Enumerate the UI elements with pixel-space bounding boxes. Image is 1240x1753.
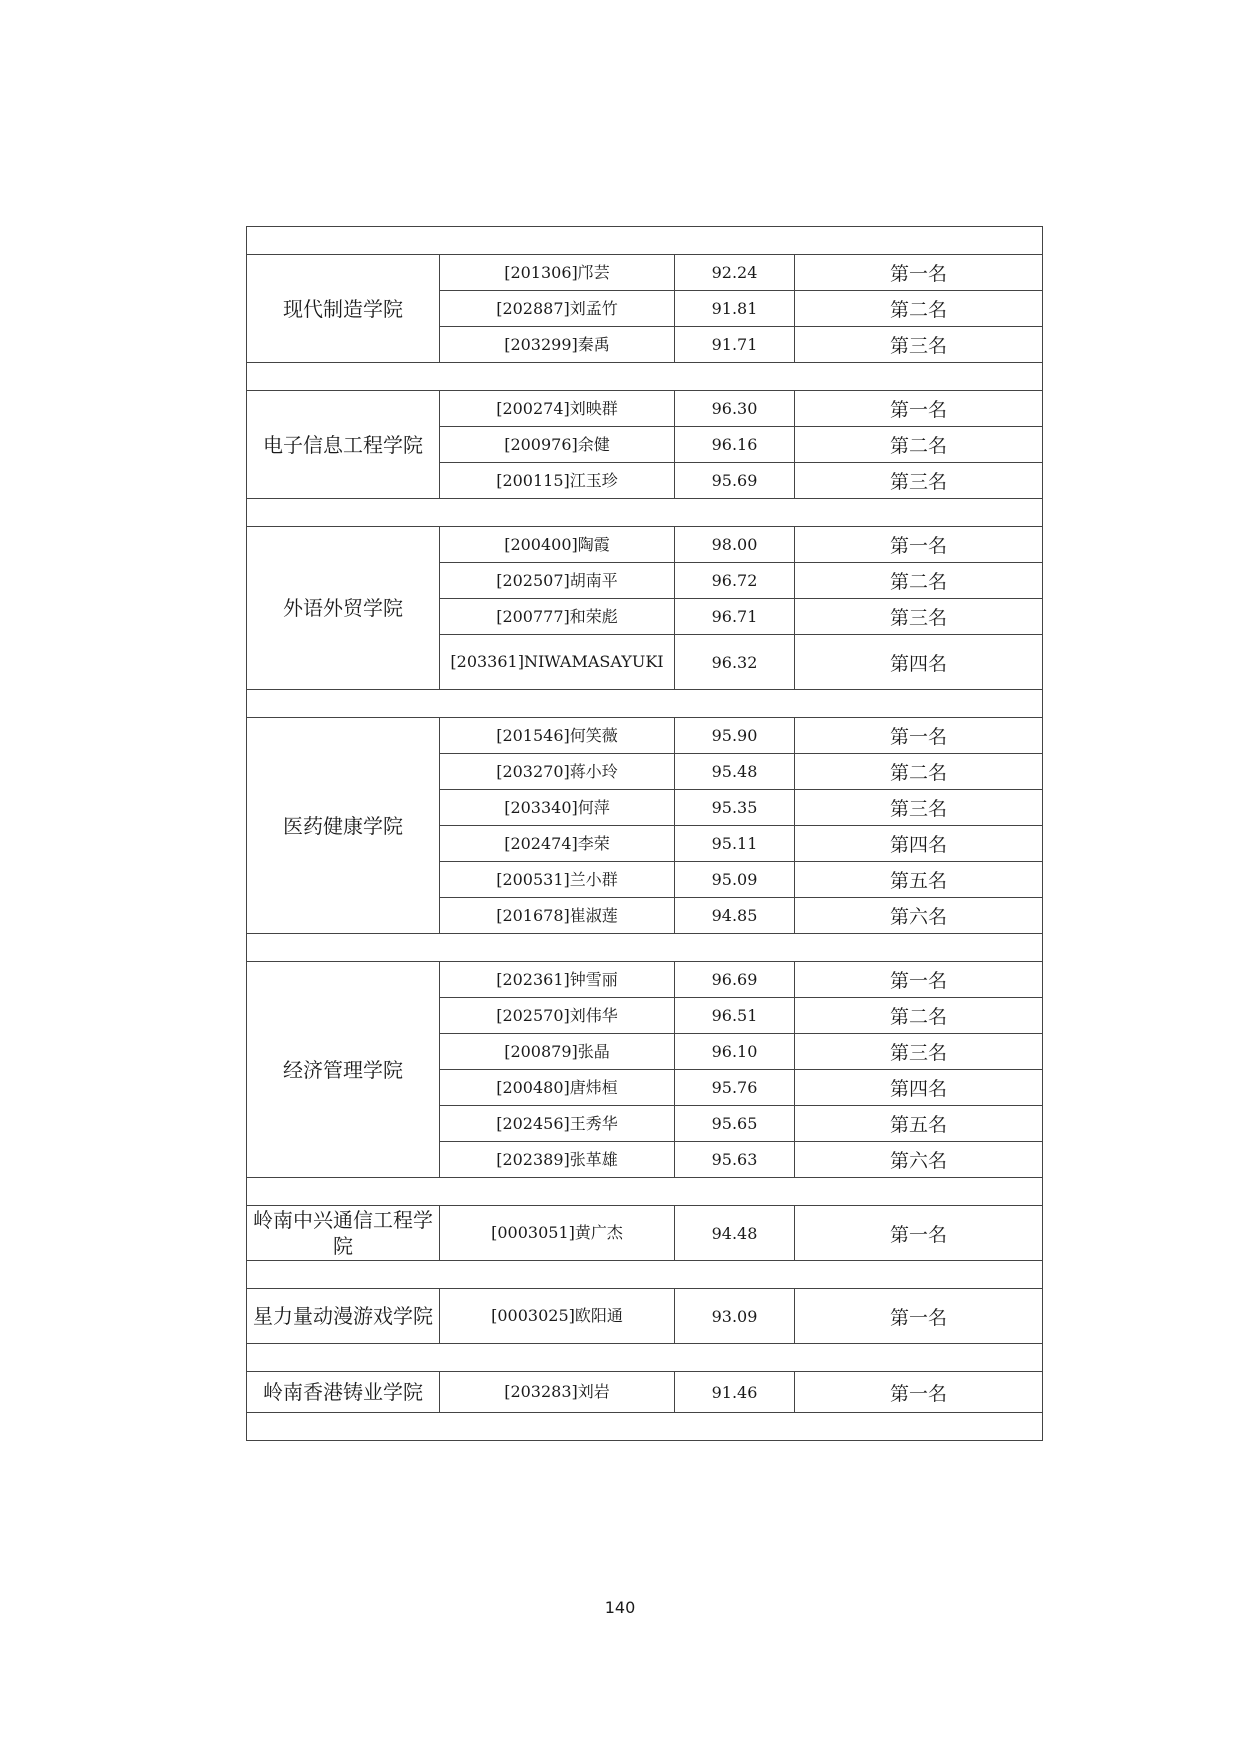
spacer-row	[247, 690, 1043, 718]
score-cell: 96.69	[675, 962, 795, 998]
score-cell: 94.85	[675, 898, 795, 934]
score-cell: 91.81	[675, 291, 795, 327]
rank-cell: 第二名	[795, 427, 1043, 463]
score-cell: 96.32	[675, 635, 795, 690]
student-cell: [202507]胡南平	[440, 563, 675, 599]
rank-cell: 第三名	[795, 463, 1043, 499]
score-cell: 95.65	[675, 1106, 795, 1142]
rank-cell: 第一名	[795, 527, 1043, 563]
score-cell: 95.76	[675, 1070, 795, 1106]
student-cell: [202570]刘伟华	[440, 998, 675, 1034]
spacer-row	[247, 363, 1043, 391]
table-row	[247, 962, 1043, 998]
score-cell: 96.10	[675, 1034, 795, 1070]
score-cell: 95.69	[675, 463, 795, 499]
college-cell: 经济管理学院	[247, 962, 440, 1178]
college-cell: 外语外贸学院	[247, 527, 440, 690]
student-cell: [203283]刘岩	[440, 1372, 675, 1413]
score-cell: 96.51	[675, 998, 795, 1034]
rank-cell: 第三名	[795, 327, 1043, 363]
score-cell: 95.90	[675, 718, 795, 754]
rank-cell: 第四名	[795, 1070, 1043, 1106]
student-cell: [203361]NIWAMASAYUKI	[440, 635, 675, 690]
score-cell: 96.30	[675, 391, 795, 427]
college-cell: 星力量动漫游戏学院	[247, 1289, 440, 1344]
rank-cell: 第三名	[795, 790, 1043, 826]
rank-cell: 第一名	[795, 391, 1043, 427]
spacer-row	[247, 934, 1043, 962]
student-cell: [200274]刘映群	[440, 391, 675, 427]
score-cell: 95.35	[675, 790, 795, 826]
rank-cell: 第一名	[795, 1372, 1043, 1413]
spacer-row	[247, 1413, 1043, 1441]
spacer-row	[247, 1344, 1043, 1372]
rank-cell: 第一名	[795, 1206, 1043, 1261]
college-cell: 医药健康学院	[247, 718, 440, 934]
college-cell: 现代制造学院	[247, 255, 440, 363]
table-row	[247, 391, 1043, 427]
student-cell: [200976]余健	[440, 427, 675, 463]
score-cell: 96.71	[675, 599, 795, 635]
score-cell: 93.09	[675, 1289, 795, 1344]
page-number: 140	[604, 1598, 636, 1617]
spacer-row	[247, 1261, 1043, 1289]
score-cell: 96.16	[675, 427, 795, 463]
student-cell: [200531]兰小群	[440, 862, 675, 898]
score-cell: 91.46	[675, 1372, 795, 1413]
college-cell: 岭南中兴通信工程学院	[247, 1206, 440, 1261]
score-cell: 92.24	[675, 255, 795, 291]
rank-cell: 第二名	[795, 754, 1043, 790]
student-cell: [202389]张革雄	[440, 1142, 675, 1178]
rank-cell: 第四名	[795, 826, 1043, 862]
student-cell: [201678]崔淑莲	[440, 898, 675, 934]
student-cell: [202456]王秀华	[440, 1106, 675, 1142]
table-row	[247, 1372, 1043, 1413]
spacer-row	[247, 1178, 1043, 1206]
table-row	[247, 1289, 1043, 1344]
student-cell: [0003025]欧阳通	[440, 1289, 675, 1344]
score-cell: 95.09	[675, 862, 795, 898]
student-cell: [202474]李荣	[440, 826, 675, 862]
student-cell: [203299]秦禹	[440, 327, 675, 363]
spacer-row	[247, 499, 1043, 527]
student-cell: [202361]钟雪丽	[440, 962, 675, 998]
rank-cell: 第三名	[795, 599, 1043, 635]
award-table	[246, 226, 1043, 1441]
rank-cell: 第二名	[795, 998, 1043, 1034]
student-cell: [202887]刘孟竹	[440, 291, 675, 327]
table-row	[247, 1206, 1043, 1261]
rank-cell: 第五名	[795, 862, 1043, 898]
score-cell: 96.72	[675, 563, 795, 599]
rank-cell: 第一名	[795, 718, 1043, 754]
college-cell: 岭南香港铸业学院	[247, 1372, 440, 1413]
rank-cell: 第四名	[795, 635, 1043, 690]
rank-cell: 第三名	[795, 1034, 1043, 1070]
spacer-row	[247, 227, 1043, 255]
table-row	[247, 255, 1043, 291]
college-cell: 电子信息工程学院	[247, 391, 440, 499]
score-cell: 98.00	[675, 527, 795, 563]
student-cell: [201546]何笑薇	[440, 718, 675, 754]
score-cell: 95.11	[675, 826, 795, 862]
rank-cell: 第二名	[795, 563, 1043, 599]
score-cell: 94.48	[675, 1206, 795, 1261]
score-cell: 95.63	[675, 1142, 795, 1178]
student-cell: [201306]邝芸	[440, 255, 675, 291]
score-cell: 91.71	[675, 327, 795, 363]
rank-cell: 第一名	[795, 1289, 1043, 1344]
student-cell: [200115]江玉珍	[440, 463, 675, 499]
rank-cell: 第五名	[795, 1106, 1043, 1142]
student-cell: [0003051]黄广杰	[440, 1206, 675, 1261]
rank-cell: 第一名	[795, 255, 1043, 291]
rank-cell: 第二名	[795, 291, 1043, 327]
student-cell: [200879]张晶	[440, 1034, 675, 1070]
table-row	[247, 527, 1043, 563]
rank-cell: 第一名	[795, 962, 1043, 998]
student-cell: [203270]蒋小玲	[440, 754, 675, 790]
table-row	[247, 718, 1043, 754]
rank-cell: 第六名	[795, 1142, 1043, 1178]
student-cell: [200777]和荣彪	[440, 599, 675, 635]
student-cell: [200480]唐炜桓	[440, 1070, 675, 1106]
student-cell: [203340]何萍	[440, 790, 675, 826]
rank-cell: 第六名	[795, 898, 1043, 934]
student-cell: [200400]陶霞	[440, 527, 675, 563]
score-cell: 95.48	[675, 754, 795, 790]
